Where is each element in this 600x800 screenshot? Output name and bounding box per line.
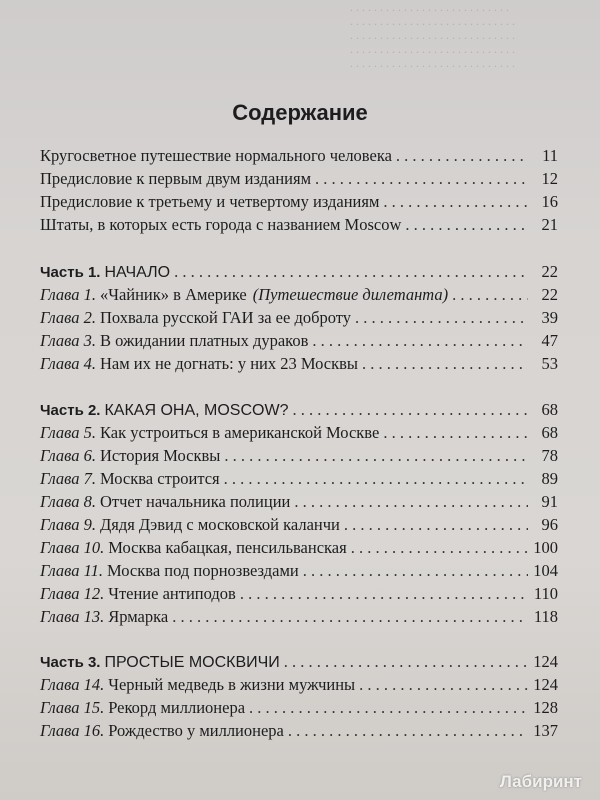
chapter-title: Рекорд миллионера — [108, 698, 246, 717]
chapter-number: Глава 11. — [40, 561, 103, 580]
leader-dots — [315, 169, 528, 189]
chapter-title: В ожидании платных дураков — [99, 331, 309, 350]
page-number: 96 — [541, 515, 558, 534]
chapter-title: Похвала русской ГАИ за ее доброту — [99, 308, 352, 327]
toc-part-2 — [40, 400, 558, 630]
page-number: 100 — [533, 538, 558, 557]
entry-label — [40, 354, 358, 374]
page-number: 124 — [533, 675, 558, 694]
entry-label — [40, 331, 308, 351]
leader-dots — [303, 561, 528, 581]
page-number: 89 — [541, 469, 558, 488]
entry-label — [40, 308, 351, 328]
entry-title: Кругосветное путешествие нормального человека — [40, 146, 392, 165]
page-number: 91 — [541, 492, 558, 511]
page-number: 11 — [542, 146, 558, 165]
entry-title: Предисловие к третьему и четвертому изданиям — [40, 192, 380, 211]
entry-label — [40, 584, 236, 604]
toc-chapter — [40, 698, 558, 721]
chapter-number: Глава 5. — [40, 423, 96, 442]
entry-label — [40, 215, 401, 235]
page-number: 53 — [541, 354, 558, 373]
toc-part-heading — [40, 262, 558, 285]
toc-chapter — [40, 423, 558, 446]
leader-dots — [249, 698, 528, 718]
chapter-number: Глава 8. — [40, 492, 96, 511]
toc-entry — [40, 215, 558, 238]
page-number: 68 — [541, 423, 558, 442]
entry-label — [40, 285, 448, 305]
toc-chapter — [40, 308, 558, 331]
toc-part-3 — [40, 652, 558, 744]
page-number: 12 — [541, 169, 558, 188]
chapter-title: Нам их не догнать: у них 23 Москвы — [99, 354, 359, 373]
toc-chapter — [40, 721, 558, 744]
chapter-title: Как устроиться в американской Москве — [99, 423, 380, 442]
entry-label — [40, 400, 288, 420]
leader-dots — [362, 354, 528, 374]
entry-label — [40, 721, 284, 741]
toc-chapter — [40, 354, 558, 377]
chapter-number: Глава 15. — [40, 698, 105, 717]
leader-dots — [452, 285, 528, 305]
toc-entry — [40, 192, 558, 215]
entry-label — [40, 698, 245, 718]
entry-label — [40, 492, 290, 512]
chapter-number: Глава 16. — [40, 721, 105, 740]
toc-entry — [40, 146, 558, 169]
chapter-title: Дядя Дэвид с московской каланчи — [99, 515, 340, 534]
part-title: КАКАЯ ОНА, MOSCOW? — [104, 402, 289, 419]
page-number: 68 — [541, 400, 558, 419]
page-number: 78 — [541, 446, 558, 465]
part-number: Часть 2. — [40, 402, 101, 419]
entry-label — [40, 169, 311, 189]
entry-label — [40, 423, 379, 443]
page-number: 110 — [533, 584, 558, 603]
leader-dots — [292, 400, 528, 420]
chapter-title: Москва строится — [99, 469, 220, 488]
entry-label — [40, 146, 392, 166]
leader-dots — [383, 423, 528, 443]
part-number: Часть 1. — [40, 264, 101, 281]
chapter-number: Глава 2. — [40, 308, 96, 327]
leader-dots — [288, 721, 528, 741]
part-number: Часть 3. — [40, 654, 101, 671]
chapter-title: «Чайник» в Америке — [99, 285, 247, 304]
entry-label — [40, 515, 340, 535]
leader-dots — [294, 492, 528, 512]
chapter-title: История Москвы — [99, 446, 221, 465]
bleed-through-text: . . . . . . . . . . . . . . . . . . . . . . . . . . . . . . . . . . . . . . . . . . . . . . . . . . . . . . . . . . . . . . . . . . . . . . . . . . . . . . . . . . . . . . . . . . . . . . . . . . . . . . . . . . . . . . . . . . . . . . . . . . . . . . . . . . . . . . . . . . . — [350, 0, 515, 70]
leader-dots — [284, 652, 528, 672]
leader-dots — [355, 308, 528, 328]
leader-dots — [174, 262, 528, 282]
page-number: 22 — [541, 262, 558, 281]
toc-chapter — [40, 561, 558, 584]
leader-dots — [359, 675, 528, 695]
chapter-title: Черный медведь в жизни мужчины — [108, 675, 356, 694]
page-number: 128 — [533, 698, 558, 717]
leader-dots — [351, 538, 528, 558]
chapter-title: Москва под порнозвездами — [106, 561, 299, 580]
page-title: Содержание — [232, 100, 368, 125]
toc-chapter — [40, 446, 558, 469]
leader-dots — [172, 607, 528, 627]
leader-dots — [240, 584, 528, 604]
chapter-title: Рождество у миллионера — [108, 721, 284, 740]
chapter-number: Глава 13. — [40, 607, 105, 626]
leader-dots — [405, 215, 528, 235]
toc-chapter — [40, 584, 558, 607]
page-number: 22 — [541, 285, 558, 304]
chapter-title: Ярмарка — [108, 607, 169, 626]
entry-label — [40, 538, 347, 558]
chapter-title: Отчет начальника полиции — [99, 492, 291, 511]
leader-dots — [312, 331, 528, 351]
entry-title: Штаты, в которых есть города с названием Moscow — [40, 215, 402, 234]
chapter-number: Глава 9. — [40, 515, 96, 534]
watermark-logo: Лабиринт — [499, 772, 582, 791]
toc-entry — [40, 169, 558, 192]
chapter-number: Глава 6. — [40, 446, 96, 465]
toc-chapter — [40, 285, 558, 308]
page-number: 39 — [541, 308, 558, 327]
toc-part-heading — [40, 400, 558, 423]
entry-label — [40, 192, 379, 212]
leader-dots — [396, 146, 528, 166]
entry-label — [40, 262, 170, 282]
toc-chapter — [40, 492, 558, 515]
page-number: 104 — [533, 561, 558, 580]
toc-chapter — [40, 469, 558, 492]
entry-title: Предисловие к первым двум изданиям — [40, 169, 312, 188]
part-title: НАЧАЛО — [104, 264, 171, 281]
chapter-number: Глава 7. — [40, 469, 96, 488]
leader-dots — [344, 515, 528, 535]
entry-label — [40, 652, 280, 672]
page-number: 118 — [533, 607, 558, 626]
page-number: 137 — [533, 721, 558, 740]
entry-label — [40, 446, 220, 466]
chapter-number: Глава 1. — [40, 285, 96, 304]
toc-part-1 — [40, 262, 558, 377]
chapter-title: Москва кабацкая, пенсильванская — [108, 538, 347, 557]
toc-chapter — [40, 515, 558, 538]
leader-dots — [224, 446, 528, 466]
chapter-number: Глава 12. — [40, 584, 105, 603]
chapter-number: Глава 10. — [40, 538, 105, 557]
entry-label — [40, 607, 168, 627]
chapter-number: Глава 3. — [40, 331, 96, 350]
leader-dots — [383, 192, 528, 212]
toc-intro-list — [40, 146, 558, 238]
chapter-title: Чтение антиподов — [108, 584, 236, 603]
leader-dots — [224, 469, 528, 489]
page-number: 16 — [541, 192, 558, 211]
entry-label — [40, 561, 299, 581]
part-title: ПРОСТЫЕ МОСКВИЧИ — [104, 654, 280, 671]
toc-chapter — [40, 538, 558, 561]
toc-part-heading — [40, 652, 558, 675]
page-number: 47 — [541, 331, 558, 350]
chapter-number: Глава 14. — [40, 675, 105, 694]
page-number: 21 — [541, 215, 558, 234]
toc-chapter — [40, 675, 558, 698]
entry-label — [40, 469, 220, 489]
toc-chapter — [40, 607, 558, 630]
page-number: 124 — [533, 652, 558, 671]
chapter-subtitle: (Путешествие дилетанта) — [252, 285, 449, 304]
chapter-number: Глава 4. — [40, 354, 96, 373]
entry-label — [40, 675, 355, 695]
toc-chapter — [40, 331, 558, 354]
